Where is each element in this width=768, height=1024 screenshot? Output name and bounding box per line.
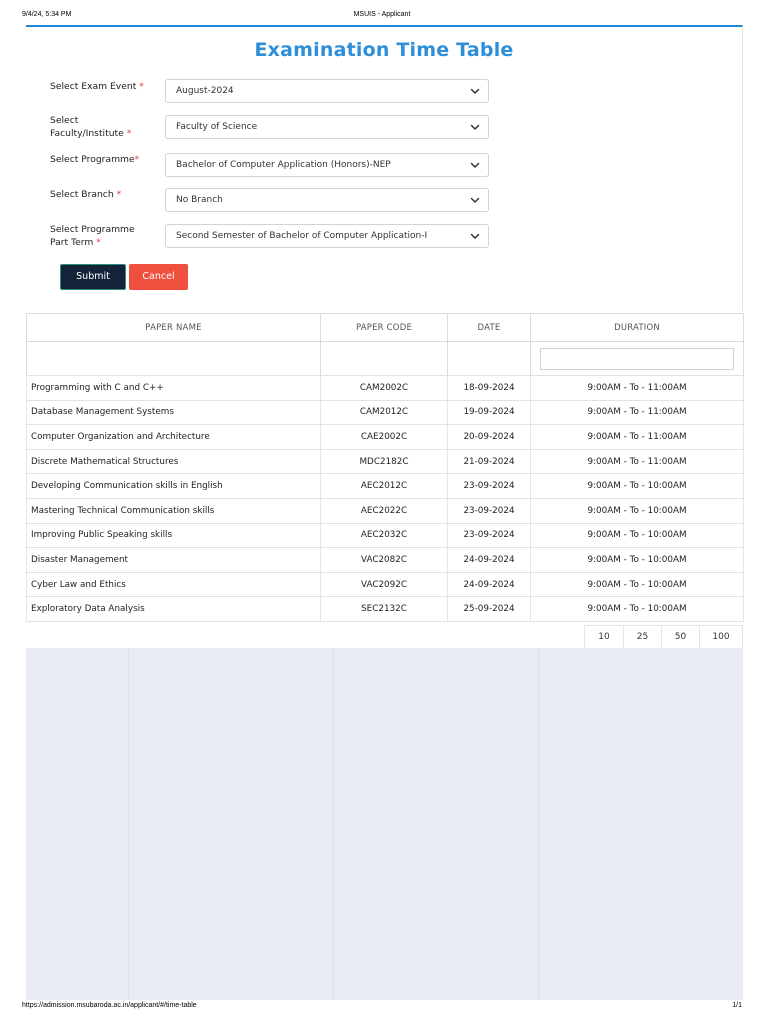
date-cell: 20-09-2024 <box>448 425 531 450</box>
page-size-option[interactable]: 100 <box>699 625 743 650</box>
date-cell: 24-09-2024 <box>448 548 531 573</box>
paper-code-cell: VAC2082C <box>321 548 448 573</box>
paper-name-cell: Programming with C and C++ <box>27 376 321 401</box>
programme-label: Select Programme* <box>50 154 140 165</box>
required-mark: * <box>134 154 140 165</box>
table-row <box>27 597 744 622</box>
paper-name-cell: Database Management Systems <box>27 400 321 425</box>
date-cell: 23-09-2024 <box>448 498 531 523</box>
exam-event-value: August-2024 <box>176 86 234 96</box>
page-size-option[interactable]: 25 <box>623 625 662 650</box>
cancel-button[interactable]: Cancel <box>129 264 188 290</box>
filter-cell <box>27 342 321 376</box>
chevron-down-icon <box>469 85 481 97</box>
duration-cell: 9:00AM - To - 10:00AM <box>531 597 744 622</box>
page-title: Examination Time Table <box>254 39 514 61</box>
page-size-option[interactable]: 50 <box>661 625 700 650</box>
branch-row <box>26 188 742 214</box>
exam-event-select[interactable] <box>165 79 489 103</box>
faculty-value: Faculty of Science <box>176 122 258 132</box>
filter-cell <box>321 342 448 376</box>
paper-code-cell: AEC2022C <box>321 498 448 523</box>
duration-cell: 9:00AM - To - 10:00AM <box>531 498 744 523</box>
chevron-down-icon <box>469 159 481 171</box>
chevron-down-icon <box>469 230 481 242</box>
table-row <box>27 523 744 548</box>
required-mark: * <box>139 81 144 92</box>
date-cell: 23-09-2024 <box>448 474 531 499</box>
paper-code-cell: AEC2032C <box>321 523 448 548</box>
duration-cell: 9:00AM - To - 10:00AM <box>531 572 744 597</box>
date-cell: 19-09-2024 <box>448 400 531 425</box>
duration-cell: 9:00AM - To - 11:00AM <box>531 400 744 425</box>
timetable-form-card <box>26 25 743 311</box>
duration-cell: 9:00AM - To - 11:00AM <box>531 376 744 401</box>
page-size-selector <box>585 625 743 648</box>
faculty-label: Select Faculty/Institute * <box>50 115 132 139</box>
table-row <box>27 400 744 425</box>
duration-cell: 9:00AM - To - 10:00AM <box>531 523 744 548</box>
header-paper-name[interactable]: PAPER NAME <box>27 314 321 342</box>
chevron-down-icon <box>469 121 481 133</box>
table-row <box>27 548 744 573</box>
required-mark: * <box>96 236 101 248</box>
header-date[interactable]: DATE <box>448 314 531 342</box>
page-size-option[interactable]: 10 <box>584 625 624 650</box>
table-row <box>27 572 744 597</box>
print-footer <box>22 1002 742 1014</box>
required-mark: * <box>116 189 122 200</box>
filter-row <box>27 342 744 376</box>
paper-name-cell: Discrete Mathematical Structures <box>27 449 321 474</box>
paper-code-cell: AEC2012C <box>321 474 448 499</box>
column-divider <box>538 648 539 1000</box>
table-row <box>27 498 744 523</box>
duration-cell: 9:00AM - To - 10:00AM <box>531 474 744 499</box>
part-term-select[interactable] <box>165 224 489 248</box>
print-page-number: 1/1 <box>732 1002 742 1009</box>
date-cell: 21-09-2024 <box>448 449 531 474</box>
programme-value: Bachelor of Computer Application (Honors)-NEP <box>176 160 391 170</box>
column-divider <box>333 648 334 1000</box>
paper-code-cell: CAM2012C <box>321 400 448 425</box>
part-term-value: Second Semester of Bachelor of Computer Application-I <box>176 231 428 241</box>
paper-name-cell: Developing Communication skills in English <box>27 474 321 499</box>
filter-cell <box>531 342 744 376</box>
paper-code-cell: CAM2002C <box>321 376 448 401</box>
paper-code-cell: MDC2182C <box>321 449 448 474</box>
branch-value: No Branch <box>176 195 223 205</box>
part-term-row <box>26 224 742 250</box>
print-url: https://admission.msubaroda.ac.in/applicant/#/time-table <box>22 1002 197 1009</box>
table-row <box>27 376 744 401</box>
timetable-table <box>26 313 743 622</box>
duration-cell: 9:00AM - To - 11:00AM <box>531 425 744 450</box>
print-page-title: MSUIS - Applicant <box>353 11 411 18</box>
table-row <box>27 474 744 499</box>
duration-filter-input[interactable] <box>540 348 734 370</box>
branch-label: Select Branch * <box>50 189 122 200</box>
paper-name-cell: Improving Public Speaking skills <box>27 523 321 548</box>
column-divider <box>128 648 129 1000</box>
paper-name-cell: Disaster Management <box>27 548 321 573</box>
paper-name-cell: Mastering Technical Communication skills <box>27 498 321 523</box>
table-row <box>27 449 744 474</box>
print-header <box>22 11 742 23</box>
exam-event-row <box>26 79 742 105</box>
programme-select[interactable] <box>165 153 489 177</box>
faculty-select[interactable] <box>165 115 489 139</box>
branch-select[interactable] <box>165 188 489 212</box>
part-term-label: Select Programme Part Term * <box>50 224 135 248</box>
date-cell: 24-09-2024 <box>448 572 531 597</box>
faculty-row <box>26 115 742 141</box>
date-cell: 25-09-2024 <box>448 597 531 622</box>
duration-cell: 9:00AM - To - 10:00AM <box>531 548 744 573</box>
chevron-down-icon <box>469 194 481 206</box>
date-cell: 23-09-2024 <box>448 523 531 548</box>
required-mark: * <box>126 127 132 139</box>
paper-name-cell: Computer Organization and Architecture <box>27 425 321 450</box>
paper-code-cell: VAC2092C <box>321 572 448 597</box>
submit-button[interactable]: Submit <box>60 264 126 290</box>
table-row <box>27 425 744 450</box>
exam-event-label: Select Exam Event * <box>50 81 144 92</box>
paper-code-cell: SEC2132C <box>321 597 448 622</box>
print-date: 9/4/24, 5:34 PM <box>22 11 72 18</box>
duration-cell: 9:00AM - To - 11:00AM <box>531 449 744 474</box>
date-cell: 18-09-2024 <box>448 376 531 401</box>
paper-name-cell: Cyber Law and Ethics <box>27 572 321 597</box>
filter-cell <box>448 342 531 376</box>
paper-code-cell: CAE2002C <box>321 425 448 450</box>
header-paper-code[interactable]: PAPER CODE <box>321 314 448 342</box>
paper-name-cell: Exploratory Data Analysis <box>27 597 321 622</box>
empty-content-area <box>26 648 743 1000</box>
programme-row <box>26 153 742 179</box>
header-duration[interactable]: DURATION <box>531 314 744 342</box>
